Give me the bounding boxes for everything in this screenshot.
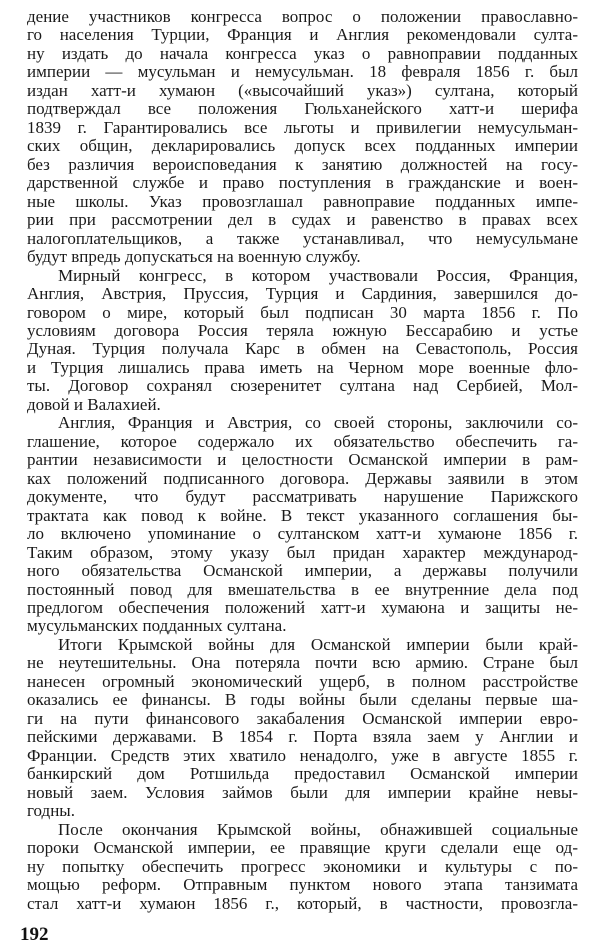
text-line: 1839 г. Гарантировались все льготы и привилегии немусульман- — [27, 117, 578, 137]
text-line: предлогом обеспечения положений хатт-и хумаюна и защиты не- — [27, 598, 578, 617]
text-line: дение участников конгресса вопрос о положении православно- — [27, 7, 578, 26]
paragraph — [27, 636, 578, 821]
text-line: Дуная. Турция получала Карс в обмен на Севастополь, Россия — [27, 339, 578, 359]
text-line: мусульманских подданных султана. — [27, 616, 287, 636]
text-line: банкирский дом Ротшильда предоставил Османской империи — [27, 764, 578, 784]
text-line: новый заем. Условия займов были для империи крайне невы- — [27, 782, 578, 802]
text-line: нанесен огромный экономический ущерб, в полном расстройстве — [27, 671, 578, 691]
paragraph — [27, 414, 578, 636]
text-line: Англия, Австрия, Пруссия, Турция и Сардиния, завершился до- — [27, 284, 578, 304]
text-line: ских общин, декларировались допуск всех подданных империи — [27, 136, 578, 156]
text-line: налогоплательщиков, а также устанавливал, что немусульмане — [27, 228, 578, 248]
text-line: и Турция лишались права иметь на Черном море военные фло- — [27, 357, 578, 377]
text-line: издан хатт-и хумаюн («высочайший указ») султана, который — [27, 80, 578, 100]
page-number: 192 — [20, 924, 49, 945]
text-line: пороки Османской империи, ее правящие круги сделали еще од- — [27, 838, 578, 858]
text-line: империи — мусульман и немусульман. 18 февраля 1856 г. был — [27, 62, 578, 82]
text-line: подтверждал все положения Гюльханейского хатт-и шерифа — [27, 99, 578, 119]
text-line: Итоги Крымской войны для Османской империи были край- — [58, 634, 578, 654]
text-line: довой и Валахией. — [27, 394, 161, 414]
text-line: рии при рассмотрении дел в судах и равенство в правах всех — [27, 210, 578, 230]
text-line: оказались ее финансы. В годы войны были сделаны первые ша- — [27, 690, 578, 710]
text-line: ло включено упоминание о султанском хатт-и хумаюне 1856 г. — [27, 524, 578, 544]
text-line: документе, что будут рассматривать нарушение Парижского — [27, 487, 578, 507]
text-line: будут впредь допускаться на военную службу. — [27, 247, 361, 267]
text-line: мощью реформ. Отправным пунктом нового этапа танзимата — [27, 875, 578, 895]
text-line: го населения Турции, Франция и Англия рекомендовали султа- — [27, 25, 578, 45]
text-line: ну попытку обеспечить прогресс экономики и культуры с по- — [27, 856, 578, 876]
text-line: ках положений подписанного договора. Державы заявили в этом — [27, 468, 578, 488]
paragraph — [27, 8, 578, 267]
text-line: Англия, Франция и Австрия, со своей стороны, заключили со- — [58, 413, 578, 433]
text-line: ные школы. Указ провозглашал равноправие подданных импе- — [27, 191, 578, 211]
text-line: глашение, которое содержало их обязательство обеспечить га- — [27, 431, 578, 451]
text-line: условиям договора Россия теряла южную Бессарабию и устье — [27, 320, 578, 340]
text-line: дарственной службе и право поступления в гражданские и воен- — [27, 173, 578, 193]
text-line: ги на пути финансового закабаления Османской империи евро- — [27, 708, 578, 728]
text-line: годны. — [27, 801, 75, 821]
paragraph — [27, 821, 578, 913]
text-line: без различия вероисповедания к занятию должностей на госу- — [27, 154, 578, 174]
text-line: рантии независимости и целостности Османской империи в рам- — [27, 450, 578, 470]
text-line: стал хатт-и хумаюн 1856 г., который, в частности, провозгла- — [27, 893, 578, 913]
text-line: не неутешительны. Она потеряла почти всю армию. Стране был — [27, 653, 578, 673]
paragraph — [27, 267, 578, 415]
text-line: Мирный конгресс, в котором участвовали Россия, Франция, — [58, 265, 578, 285]
text-line: пейскими державами. В 1854 г. Порта взяла заем у Англии и — [27, 727, 578, 747]
text-line: постоянный повод для вмешательства в ее внутренние дела под — [27, 579, 578, 599]
document-page — [27, 8, 578, 913]
text-line: Таким образом, этому указу был придан характер международ- — [27, 542, 578, 562]
text-line: ну издать до начала конгресса указ о равноправии подданных — [27, 43, 578, 63]
text-line: ты. Договор сохранял сюзеренитет султана над Сербией, Мол- — [27, 376, 578, 396]
text-line: трактата как повод к войне. В текст указанного соглашения бы- — [27, 505, 578, 525]
text-line: После окончания Крымской войны, обнажившей социальные — [58, 819, 578, 839]
text-line: Франции. Средств этих хватило ненадолго, уже в августе 1855 г. — [27, 745, 578, 765]
text-line: ного обязательства Османской империи, а державы получили — [27, 561, 578, 581]
text-line: говором о мире, который был подписан 30 марта 1856 г. По — [27, 302, 578, 322]
